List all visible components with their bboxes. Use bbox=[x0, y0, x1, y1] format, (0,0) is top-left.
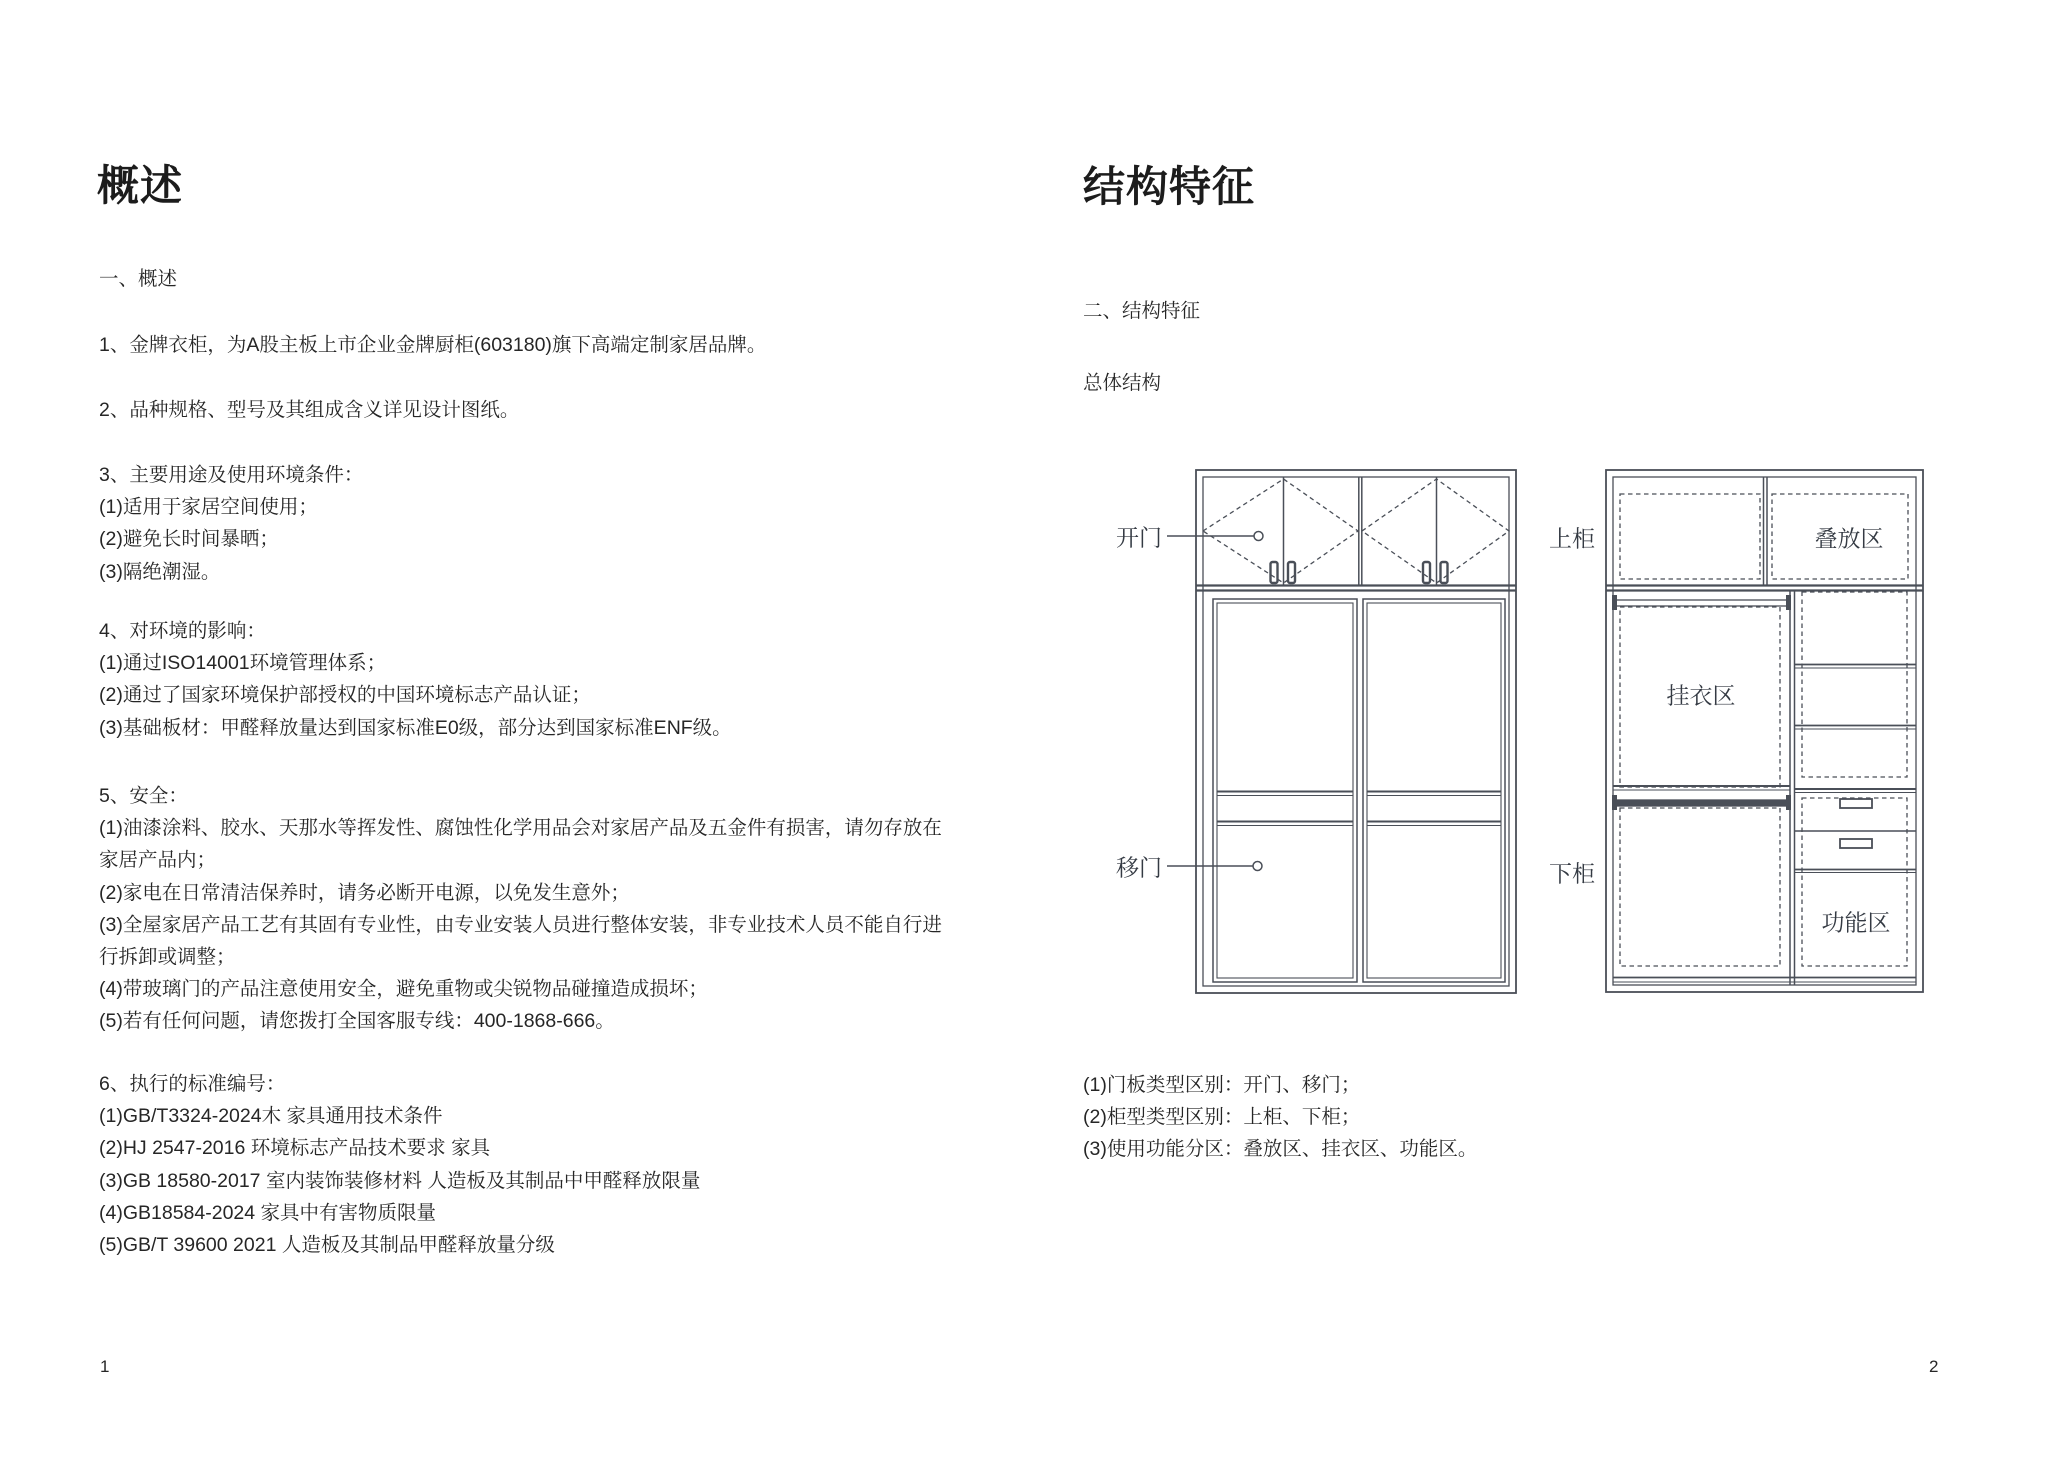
text-line: (3)GB 18580-2017 室内装饰装修材料 人造板及其制品中甲醛释放限量 bbox=[99, 1169, 701, 1192]
text-line: 一、概述 bbox=[99, 268, 178, 290]
figure-title: 总体结构 bbox=[1083, 372, 1162, 394]
callout-sliding-door bbox=[1167, 862, 1262, 871]
callout-hinged-door bbox=[1167, 532, 1263, 541]
page-number-left: 1 bbox=[100, 1357, 110, 1376]
label-function-zone: 功能区 bbox=[1821, 909, 1891, 936]
text-line: (4)GB18584-2024 家具中有害物质限量 bbox=[99, 1201, 437, 1224]
text-line: (1)油漆涂料、胶水、天那水等挥发性、腐蚀性化学用品会对家居产品及五金件有损害，请勿存放在 bbox=[99, 817, 942, 840]
zone-outline bbox=[1620, 808, 1780, 966]
door-handle-icon bbox=[1423, 562, 1430, 583]
zone-outline bbox=[1620, 494, 1760, 579]
hanging-rod bbox=[1612, 595, 1791, 610]
text-line: 4、对环境的影响： bbox=[99, 620, 266, 642]
text-line: 二、结构特征 bbox=[1083, 300, 1201, 322]
door-handle-icon bbox=[1441, 562, 1448, 583]
page-title: 结构特征 bbox=[1083, 163, 1256, 211]
text-line: 1、金牌衣柜，为A股主板上市企业金牌厨柜(603180)旗下高端定制家居品牌。 bbox=[99, 334, 767, 356]
label-stacking-zone: 叠放区 bbox=[1814, 525, 1884, 552]
door-handle-icon bbox=[1271, 562, 1278, 583]
text-line: (3)基础板材：甲醛释放量达到国家标准E0级，部分达到国家标准ENF级。 bbox=[99, 716, 732, 739]
label-hinged-door: 开门 bbox=[1116, 524, 1162, 551]
door-handle-icon bbox=[1288, 562, 1295, 583]
text-line: 5、安全： bbox=[99, 785, 188, 807]
text-line: 3、主要用途及使用环境条件： bbox=[99, 464, 364, 486]
text-line: (3)全屋家居产品工艺有其固有专业性，由专业安装人员进行整体安装，非专业技术人员不能自行进 bbox=[99, 913, 942, 936]
text-line: 行拆卸或调整； bbox=[99, 945, 236, 968]
zone-outline-function bbox=[1802, 798, 1907, 966]
text-line: (1)门板类型区别：开门、移门； bbox=[1083, 1074, 1361, 1096]
text-line: (1)GB/T3324-2024木 家具通用技术条件 bbox=[99, 1105, 443, 1128]
text-line: (2)柜型类型区别：上柜、下柜； bbox=[1083, 1106, 1361, 1129]
page-number-right: 2 bbox=[1929, 1357, 1939, 1376]
page-title: 概述 bbox=[97, 162, 184, 210]
drawer-handle-icon bbox=[1840, 839, 1872, 848]
cabinet-door-view bbox=[1167, 470, 1516, 993]
text-line: (5)GB/T 39600 2021 人造板及其制品甲醛释放量分级 bbox=[99, 1233, 555, 1256]
text-line: (1)通过ISO14001环境管理体系； bbox=[99, 652, 387, 675]
text-line: (2)家电在日常清洁保养时，请务必断开电源，以免发生意外； bbox=[99, 881, 630, 904]
text-line: (2)避免长时间暴晒； bbox=[99, 528, 279, 551]
text-line: 6、执行的标准编号： bbox=[99, 1073, 286, 1095]
label-sliding-door: 移门 bbox=[1116, 854, 1162, 881]
text-line: (1)适用于家居空间使用； bbox=[99, 496, 318, 519]
drawer-handle-icon bbox=[1840, 799, 1872, 808]
label-hanging-zone: 挂衣区 bbox=[1666, 682, 1736, 709]
text-line: (2)HJ 2547-2016 环境标志产品技术要求 家具 bbox=[99, 1137, 491, 1160]
text-line: (5)若有任何问题，请您拨打全国客服专线：400-1868-666。 bbox=[99, 1010, 615, 1033]
text-line: (3)使用功能分区：叠放区、挂衣区、功能区。 bbox=[1083, 1138, 1478, 1161]
zone-outline-shelves bbox=[1802, 592, 1907, 777]
text-line: (4)带玻璃门的产品注意使用安全，避免重物或尖锐物品碰撞造成损坏； bbox=[99, 978, 708, 1001]
text-line: 家居产品内； bbox=[99, 849, 217, 872]
text-line: (3)隔绝潮湿。 bbox=[99, 560, 221, 583]
door-swing-indicator bbox=[1203, 479, 1358, 583]
text-line: (2)通过了国家环境保护部授权的中国环境标志产品认证； bbox=[99, 684, 591, 707]
text-line: 2、品种规格、型号及其组成含义详见设计图纸。 bbox=[99, 399, 520, 421]
label-upper-cabinet: 上柜 bbox=[1549, 525, 1595, 552]
door-swing-indicator bbox=[1362, 479, 1509, 583]
label-lower-cabinet: 下柜 bbox=[1549, 860, 1595, 887]
